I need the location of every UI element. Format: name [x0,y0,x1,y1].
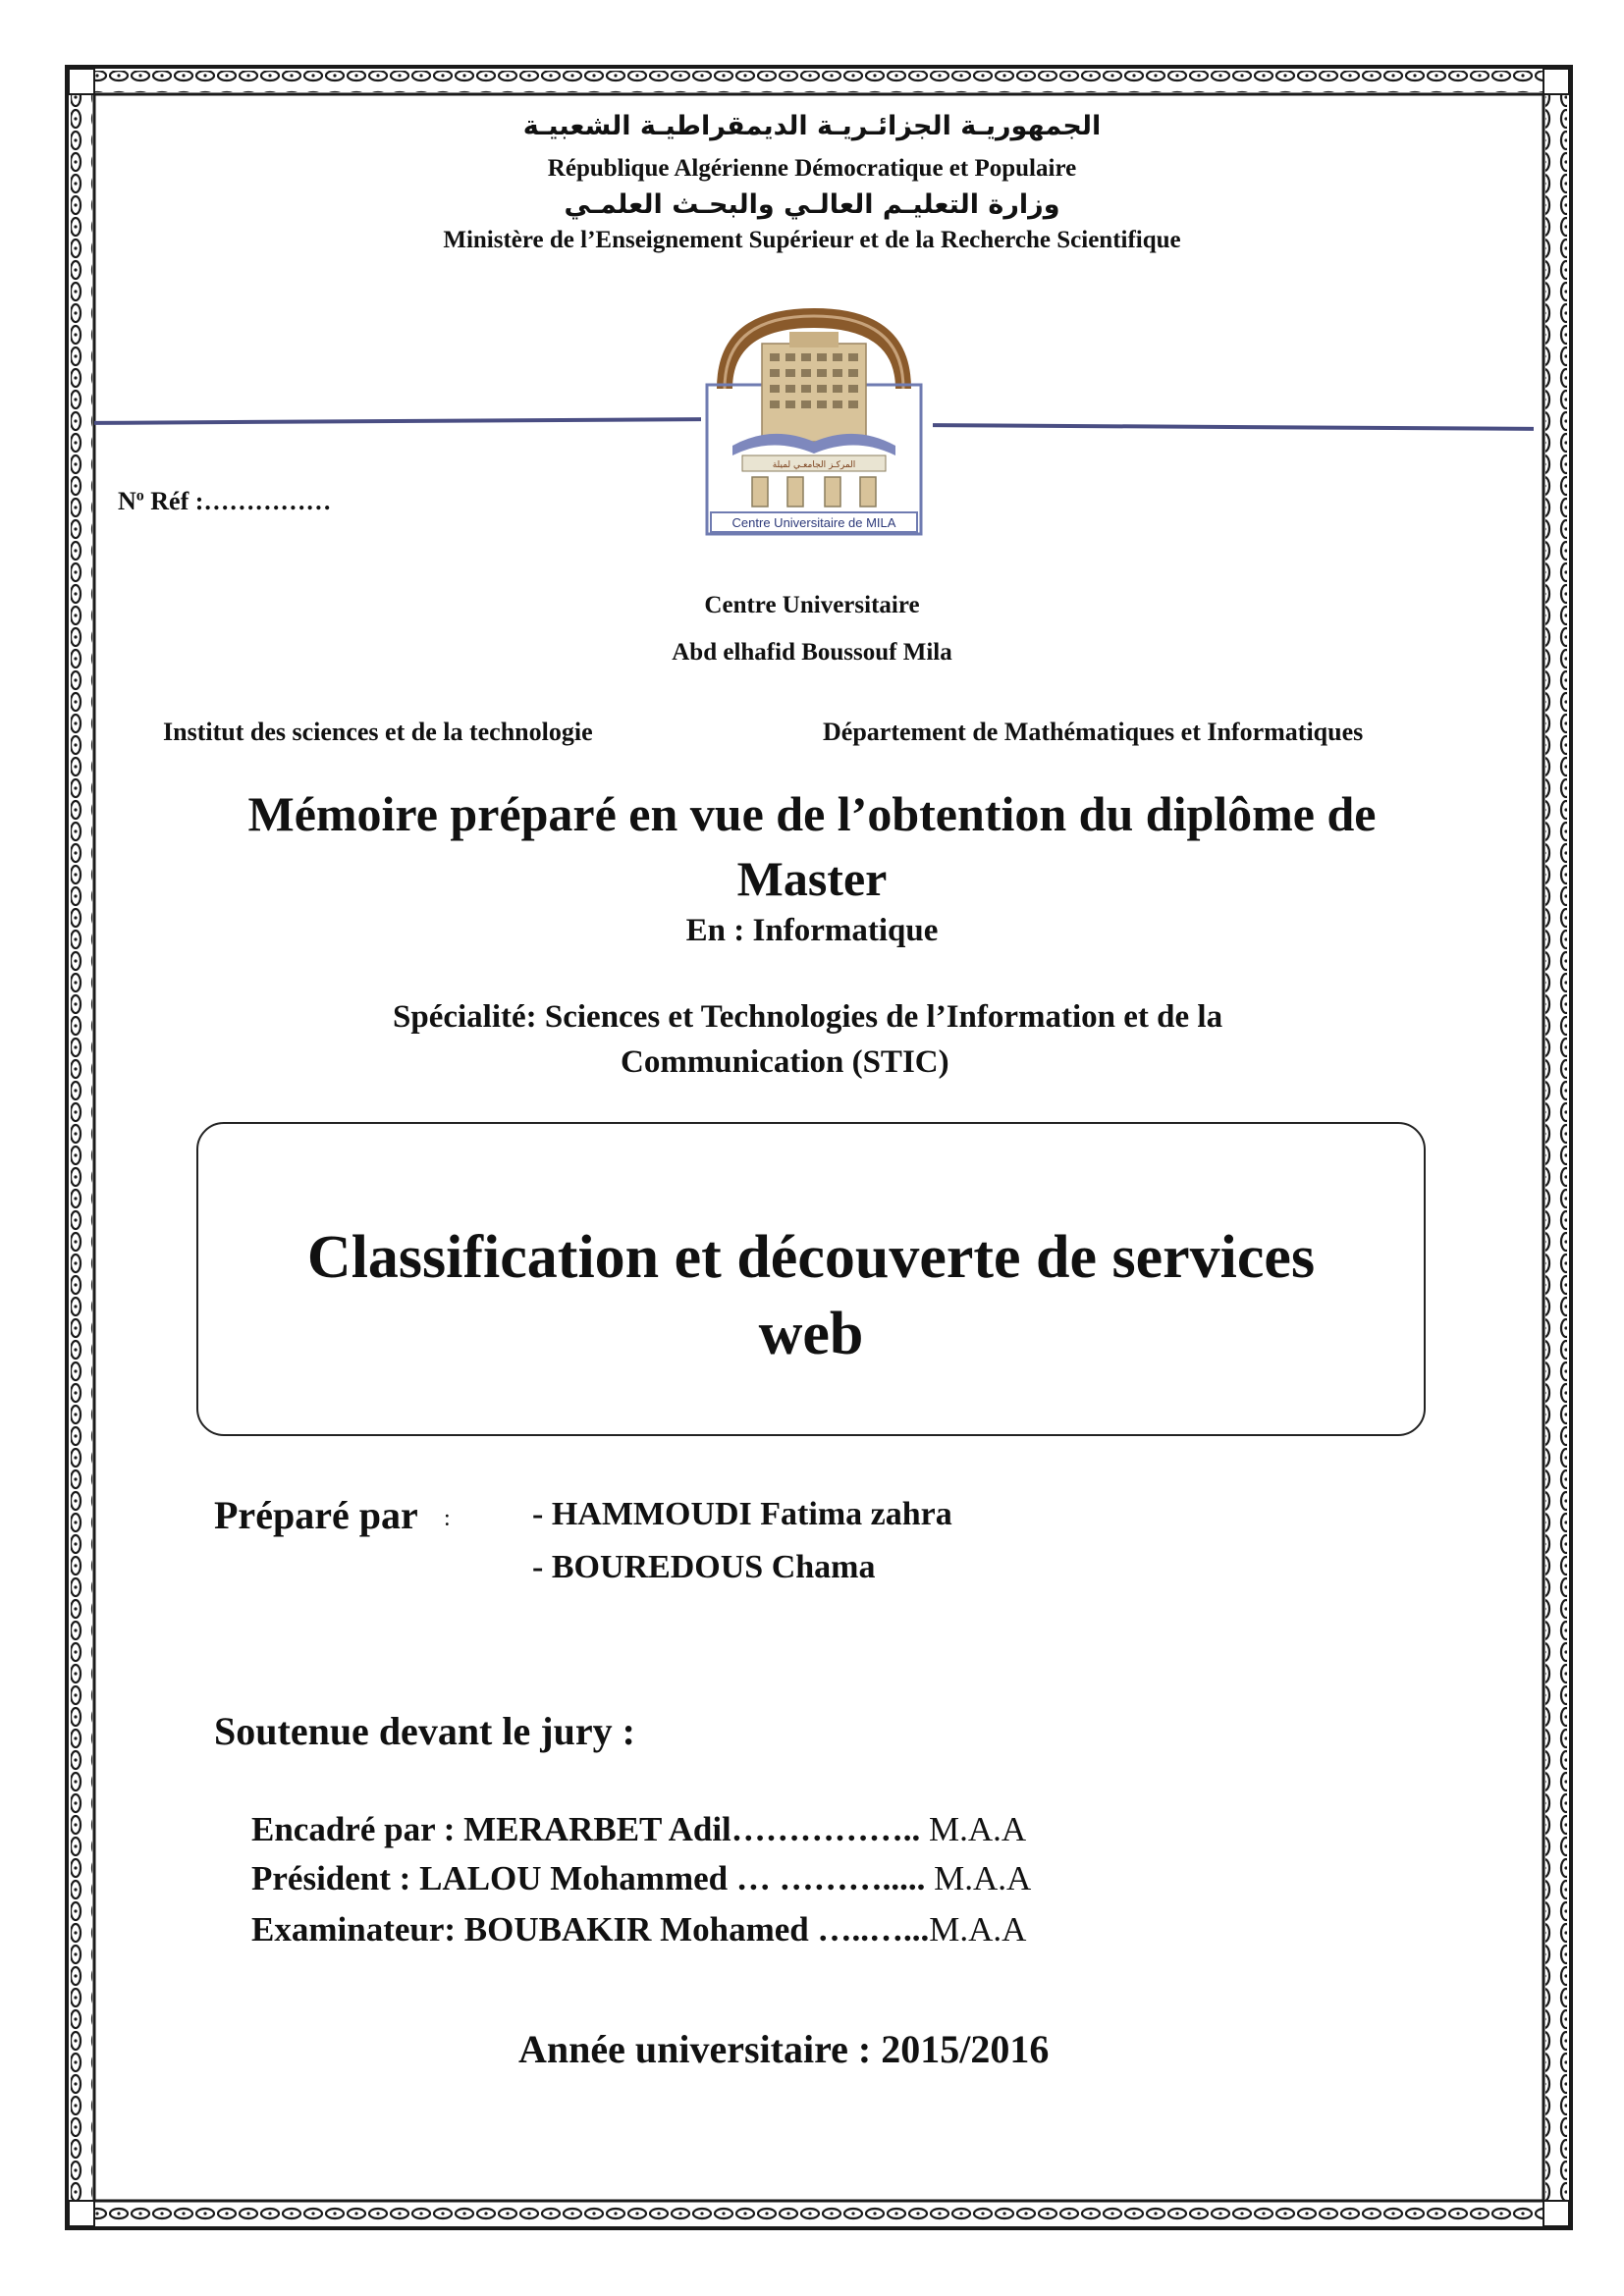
jury-member-president: Président : LALOU Mohammed … ………..... M.A.A [251,1859,1032,1897]
logo-caption: Centre Universitaire de MILA [731,515,896,530]
header-republic: République Algérienne Démocratique et Populaire [547,155,1077,182]
speciality-line1: Spécialité: Sciences et Technologies de l’Information et de la [393,999,1223,1035]
author-1: - HAMMOUDI Fatima zahra [532,1496,952,1532]
authors-label: Préparé par [214,1493,418,1537]
header-ministry: Ministère de l’Enseignement Supérieur et de la Recherche Scientifique [443,227,1181,253]
institution-name-line1: Centre Universitaire [704,592,920,618]
institution-name-line2: Abd elhafid Boussouf Mila [672,639,952,666]
jury-member-supervisor: Encadré par : MERARBET Adil…………….. M.A.A [251,1810,1027,1848]
memoire-heading-line2: Master [736,851,888,906]
thesis-title-line2: web [758,1301,864,1367]
header-arabic-ministry: وزارة التعليـم العالـي والبحـث العلمـي [564,189,1060,220]
department-name: Département de Mathématiques et Informatiques [823,718,1364,746]
reference-number: $N^o$ Réf :…………… [118,487,332,515]
author-2: - BOUREDOUS Chama [532,1549,876,1585]
academic-year: Année universitaire : 2015/2016 [518,2027,1050,2071]
memoire-heading-line1: Mémoire préparé en vue de l’obtention du diplôme de [247,786,1377,841]
memoire-field: En : Informatique [685,913,939,948]
authors-colon: : [444,1506,451,1531]
speciality-line2: Communication (STIC) [621,1044,949,1080]
institute-name: Institut des sciences et de la technologie [163,718,593,746]
thesis-title-line1: Classification et découverte de services [306,1224,1316,1291]
jury-label: Soutenue devant le jury : [214,1709,635,1753]
jury-member-examiner: Examinateur: BOUBAKIR Mohamed …..…...M.A.A [251,1910,1027,1949]
logo-arabic-banner: المركـز الجامعـي لميلة [772,460,856,470]
university-logo [703,298,925,544]
header-arabic-republic: الجمهوريـة الجزائـريـة الديمقراطيـة الشعبيـة [522,111,1102,141]
